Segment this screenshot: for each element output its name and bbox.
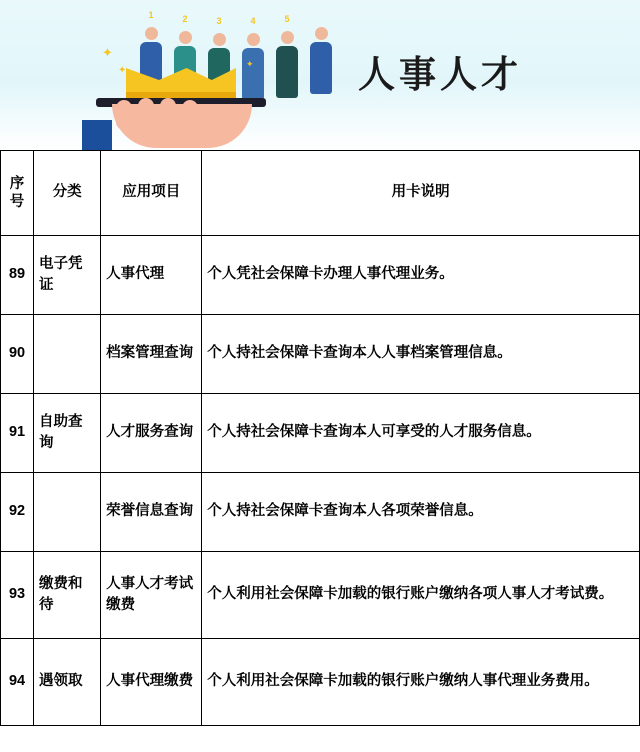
row-item: 人事人才考试缴费 bbox=[101, 552, 202, 639]
social-card-usage-table bbox=[0, 150, 640, 726]
person-head-icon bbox=[281, 31, 294, 44]
table-header-row bbox=[1, 151, 640, 236]
row-item: 人事代理 bbox=[101, 236, 202, 315]
sparkle-icon: ✦ bbox=[118, 65, 127, 76]
person-head-icon bbox=[247, 33, 260, 46]
person-number-3: 3 bbox=[216, 16, 222, 26]
row-no: 92 bbox=[1, 473, 34, 552]
column-header-item: 应用项目 bbox=[101, 151, 202, 236]
row-description: 个人利用社会保障卡加载的银行账户缴纳各项人事人才考试费。 bbox=[202, 552, 640, 639]
row-item: 人才服务查询 bbox=[101, 394, 202, 473]
person-number-2: 2 bbox=[182, 14, 188, 24]
row-category bbox=[34, 315, 101, 394]
crown-hand-illustration bbox=[60, 0, 390, 150]
table-row bbox=[1, 552, 640, 639]
sparkle-icon: ✦ bbox=[102, 45, 113, 60]
column-header-no-line2: 号 bbox=[9, 194, 25, 210]
finger-shape bbox=[182, 100, 198, 130]
row-description: 个人利用社会保障卡加载的银行账户缴纳人事代理业务费用。 bbox=[202, 639, 640, 726]
person-body-icon bbox=[276, 46, 298, 98]
person-number-4: 4 bbox=[250, 16, 256, 26]
row-description: 个人持社会保障卡查询本人可享受的人才服务信息。 bbox=[202, 394, 640, 473]
table-row bbox=[1, 473, 640, 552]
row-no: 91 bbox=[1, 394, 34, 473]
row-no: 90 bbox=[1, 315, 34, 394]
person-head-icon bbox=[213, 33, 226, 46]
person-number-1: 1 bbox=[148, 10, 154, 20]
person-head-icon bbox=[315, 27, 328, 40]
bottom-spacer bbox=[0, 726, 640, 752]
finger-shape bbox=[160, 98, 176, 132]
blue-square-accent bbox=[82, 120, 112, 150]
row-no: 93 bbox=[1, 552, 34, 639]
person-figure-5 bbox=[274, 14, 300, 98]
person-head-icon bbox=[179, 31, 192, 44]
row-item: 档案管理查询 bbox=[101, 315, 202, 394]
row-description: 个人凭社会保障卡办理人事代理业务。 bbox=[202, 236, 640, 315]
row-item: 荣誉信息查询 bbox=[101, 473, 202, 552]
row-category: 电子凭证 bbox=[34, 236, 101, 315]
row-category bbox=[34, 473, 101, 552]
finger-shape bbox=[138, 98, 154, 132]
finger-shape bbox=[116, 100, 132, 130]
row-category: 缴费和待 bbox=[34, 552, 101, 639]
person-head-icon bbox=[145, 27, 158, 40]
row-category: 遇领取 bbox=[34, 639, 101, 726]
person-figure-6 bbox=[308, 27, 334, 94]
table-row bbox=[1, 639, 640, 726]
column-header-category: 分类 bbox=[34, 151, 101, 236]
row-no: 89 bbox=[1, 236, 34, 315]
row-no: 94 bbox=[1, 639, 34, 726]
header-banner bbox=[0, 0, 640, 150]
page-title: 人事人才 bbox=[358, 52, 522, 96]
row-description: 个人持社会保障卡查询本人各项荣誉信息。 bbox=[202, 473, 640, 552]
table-row bbox=[1, 315, 640, 394]
row-category: 自助查询 bbox=[34, 394, 101, 473]
table-row bbox=[1, 394, 640, 473]
person-body-icon bbox=[310, 42, 332, 94]
column-header-no bbox=[1, 151, 34, 236]
table-row bbox=[1, 236, 640, 315]
row-description: 个人持社会保障卡查询本人人事档案管理信息。 bbox=[202, 315, 640, 394]
row-item: 人事代理缴费 bbox=[101, 639, 202, 726]
person-body-icon bbox=[242, 48, 264, 100]
crown-icon bbox=[126, 50, 236, 100]
sparkle-icon: ✦ bbox=[246, 59, 254, 69]
column-header-no-line1: 序 bbox=[9, 175, 25, 192]
column-header-description: 用卡说明 bbox=[202, 151, 640, 236]
person-number-5: 5 bbox=[284, 14, 290, 24]
